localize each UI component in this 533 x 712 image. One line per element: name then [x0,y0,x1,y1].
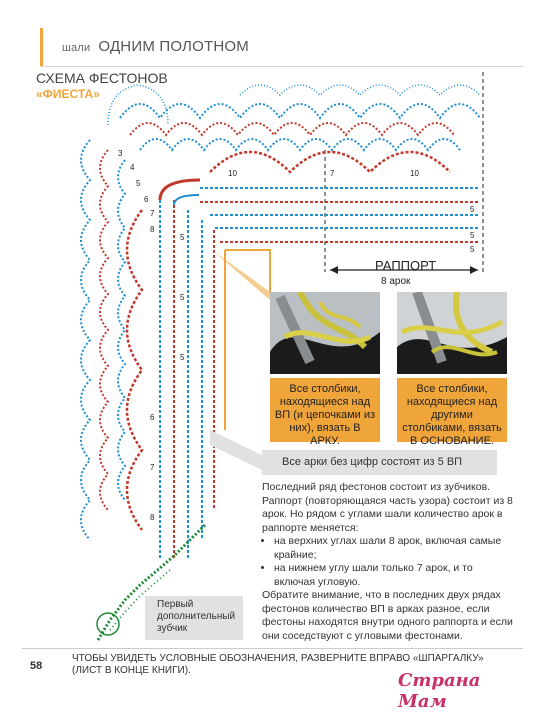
footer-text: ЧТОБЫ УВИДЕТЬ УСЛОВНЫЕ ОБОЗНАЧЕНИЯ, РАЗВЕРНИТЕ ВПРАВО «ШПАРГАЛКУ» (ЛИСТ В КОНЦЕ КНИГИ). [72,653,484,676]
svg-text:7: 7 [150,463,155,472]
svg-text:5: 5 [180,233,185,242]
svg-text:8: 8 [150,225,155,234]
svg-text:5: 5 [470,205,475,214]
stitch-photo-base [397,292,507,374]
pointer-grey-note [210,430,262,470]
rapport-arrow-right-head [470,266,478,274]
scheme-title: СХЕМА ФЕСТОНОВ [36,70,168,86]
callout-arch-note: Все столбики, находящиеся над ВП (и цепочками из них), вязать В АРКУ. [270,378,380,442]
page-number: 58 [30,660,43,672]
top-festoon-band [108,85,480,242]
rapport-intro: Последний ряд фестонов состоит из зубчиков. Раппорт (повторяющаяся часть узора) состоит из 8 арок. Но рядом с углами шали количество арок в раппорте меняется: [262,481,513,534]
arches-note: Все арки без цифр состоят из 5 ВП [262,450,497,475]
bullet-top-corners: • на верхних углах шали 8 арок, включая самые крайние; [274,535,514,562]
rapport-bullets [262,535,514,589]
svg-text:10: 10 [410,169,419,178]
svg-text:5: 5 [180,353,185,362]
svg-text:7: 7 [150,209,155,218]
callout-base-note: Все столбики, находящиеся над другими столбиками, вязать В ОСНОВАНИЕ. [397,378,507,442]
svg-text:6: 6 [144,195,149,204]
rapport-sublabel: 8 арок [381,276,411,287]
svg-text:3: 3 [118,149,123,158]
svg-text:5: 5 [470,245,475,254]
svg-text:6: 6 [150,413,155,422]
svg-text:5: 5 [136,179,141,188]
rapport-paragraph [262,481,514,589]
header-title: ОДНИМ ПОЛОТНОМ [98,38,249,55]
svg-text:5: 5 [470,231,475,240]
svg-text:4: 4 [130,163,135,172]
svg-text:5: 5 [180,293,185,302]
footer-divider [22,648,523,649]
num-label: 10 [228,169,237,178]
first-tooth-note: Первый дополнительный зубчик [145,596,243,640]
stitch-photo-arch [270,292,380,374]
attention-paragraph: Обратите внимание, что в последних двух рядах фестонов количество ВП в арках разное, если фестоны находятся внутри одного раппорта и если они соседствуют с угловыми фестонами. [262,589,513,642]
rapport-label: РАППОРТ [375,258,437,273]
svg-text:8: 8 [150,513,155,522]
header-section: шали [62,42,91,54]
rapport-arrow-left-head [330,266,338,274]
svg-text:7: 7 [330,169,335,178]
scheme-subtitle: «ФИЕСТА» [36,87,100,101]
bullet-bottom-corner: • на нижнем углу шали только 7 арок, и то включая угловую. [274,562,514,589]
watermark-logo: Страна Мам [398,670,481,712]
